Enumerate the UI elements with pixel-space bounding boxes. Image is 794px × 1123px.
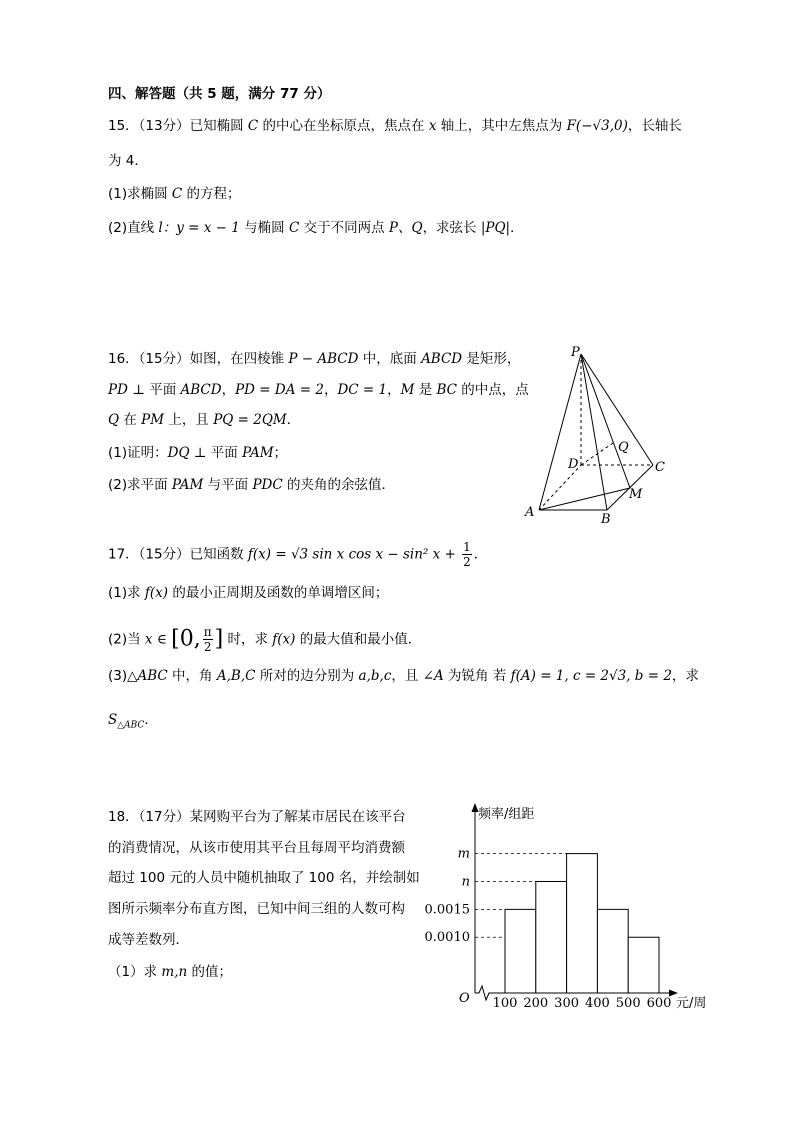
q17-line-1 [108, 540, 487, 569]
q15-text: ． [510, 220, 524, 236]
q16-text: 是 [414, 382, 437, 398]
q16-math: M [400, 382, 415, 398]
q17-math: x ∈ [144, 631, 172, 648]
q16-math: BC [436, 382, 458, 398]
label-B: B [601, 512, 611, 527]
y-tick-label: 0.0015 [424, 902, 470, 918]
q18-line-1: 18．（17分）某网购平台为了解某市居民在该平台 [108, 809, 406, 825]
q17-math: f(A) = 1, c = 2√3, b = 2 [510, 668, 672, 684]
y-tick-label: 0.0010 [424, 930, 470, 946]
q15-text: 15．（13分）已知椭圆 [108, 118, 248, 134]
q18-part-1 [108, 962, 232, 982]
label-C: C [655, 460, 665, 475]
edge-PB [581, 354, 607, 510]
x-axis-break [475, 986, 490, 1000]
axis-x: x [428, 118, 437, 134]
q16-math: ABCD [180, 382, 222, 398]
x-tick-label: 400 [584, 996, 610, 1011]
origin-label: O [459, 991, 470, 1006]
q15-text: 的方程； [182, 186, 241, 202]
q15-text: (2)直线 [108, 220, 159, 236]
q17-text: 为锐角 若 [443, 668, 511, 684]
y-tick-label: n [461, 874, 470, 890]
q16-text: 16．（15分）如图，在四棱锥 [108, 351, 289, 367]
q16-text: ， [323, 382, 338, 398]
left-focus: F(−√3,0) [566, 118, 628, 134]
frac-den: 2 [203, 640, 212, 654]
q16-text: 在 [119, 412, 142, 428]
frac-den: 2 [463, 555, 471, 569]
q16-math: PM [141, 412, 165, 428]
q15-text: (1)求椭圆 [108, 186, 172, 202]
q17-text: (1)求 [108, 585, 145, 601]
label-M: M [629, 487, 643, 502]
edge-PM [581, 354, 630, 488]
q16-text: ； [273, 445, 288, 461]
q18-text: （1）求 [108, 964, 162, 980]
q16-text: (2)求平面 [108, 477, 172, 493]
area-S: S [108, 712, 118, 728]
x-tick-label: 300 [554, 996, 580, 1011]
q16-math: PAM [171, 477, 204, 493]
q16-math: Q [108, 412, 120, 428]
q18-line-5: 成等差数列． [108, 932, 189, 948]
interval-left: [0, [171, 626, 201, 652]
line-equation: ：y = x − 1 [162, 220, 240, 236]
q17-part-1 [108, 583, 388, 603]
q16-math: PD ⊥ [108, 382, 145, 398]
q16-math: DQ ⊥ [167, 445, 207, 461]
q16-math: PAM [242, 445, 274, 461]
q15-text: 与椭圆 [239, 220, 289, 236]
line-l: l [158, 220, 163, 236]
q17-text: ． [473, 546, 488, 563]
label-D: D [568, 457, 579, 472]
histogram-bar [597, 909, 628, 993]
q18-line-4: 图所示频率分布直方图，已知中间三组的人数可构 [108, 901, 405, 917]
x-axis-label: 元/周 [676, 996, 707, 1011]
edge-AM [539, 488, 630, 510]
q16-text: 的夹角的余弦值． [282, 477, 395, 493]
q17-part-2 [108, 625, 421, 654]
q16-text: 与平面 [203, 477, 253, 493]
frac-num: π [203, 625, 212, 639]
q15-text: 交于不同两点 [299, 220, 389, 236]
ellipse-C: C [171, 186, 183, 202]
q16-text: 上，且 [164, 412, 214, 428]
q17-text: 的最大值和最小值． [295, 631, 422, 648]
q17-math: △ABC [127, 668, 168, 684]
q16-text: 的中点，点 [457, 382, 529, 398]
label-Q: Q [618, 440, 629, 455]
q16-part-1 [108, 443, 287, 463]
frac-num: 1 [463, 540, 471, 554]
vars-mn: m,n [161, 964, 188, 980]
q15-line-1 [108, 116, 682, 136]
q17-text: 所对的边分别为 [255, 668, 359, 684]
q16-text: 是矩形， [462, 351, 521, 367]
q18-line-3: 超过 100 元的人员中随机抽取了 100 名，并绘制如 [108, 870, 420, 886]
q17-math: a,b,c [358, 668, 392, 684]
q17-math: f(x) [144, 585, 169, 601]
q17-part-3 [108, 666, 699, 686]
q17-math: ∠A [422, 668, 444, 684]
points-PQ: P、Q [388, 220, 423, 236]
pyramid-figure [515, 340, 675, 530]
q15-text: ，长轴长 [627, 118, 682, 134]
q18-line-2: 的消费情况，从该市使用其平台且每周平均消费额 [108, 840, 405, 856]
q15-line-2: 为 4． [108, 153, 148, 169]
q16-text: 平面 [144, 382, 181, 398]
q16-line-3 [108, 410, 300, 430]
label-P: P [571, 345, 580, 360]
label-A: A [525, 505, 535, 520]
q17-text: (2)当 [108, 631, 145, 648]
q16-text: (1)证明： [108, 445, 168, 461]
q17-text: ，且 [391, 668, 423, 684]
pyramid-name: P − ABCD [288, 351, 359, 367]
fraction-pi-half [203, 625, 213, 654]
q16-line-2 [108, 380, 529, 400]
q17-text: 17．（15分）已知函数 [108, 546, 248, 563]
histogram-bar [628, 937, 659, 993]
edge-DQ-hidden [581, 443, 613, 465]
q15-part-1 [108, 184, 241, 204]
chord-PQ: |PQ| [480, 220, 511, 236]
q16-math: PQ = 2QM [213, 412, 287, 428]
x-tick-label: 500 [615, 996, 641, 1011]
q17-text: 中，角 [167, 668, 217, 684]
q16-math: PDC [252, 477, 283, 493]
area-subscript: △ABC [117, 720, 145, 731]
ellipse-C: C [288, 220, 300, 236]
q16-math: DC = 1 [337, 382, 388, 398]
q17-text: 的最小正周期及函数的单调增区间； [168, 585, 389, 601]
x-tick-label: 200 [523, 996, 549, 1011]
y-tick-label: m [457, 846, 470, 862]
ellipse-C: C [247, 118, 259, 134]
histogram-bar [505, 909, 536, 993]
q16-text: 平面 [206, 445, 243, 461]
histogram-bar [536, 881, 567, 993]
q17-text: ，求 [671, 668, 699, 684]
frequency-histogram [420, 795, 720, 1020]
q16-part-2 [108, 475, 395, 495]
q18-text: 的值； [187, 964, 232, 980]
function-fx: f(x) = √3 sin x cos x − sin² x + [247, 546, 461, 563]
q17-math: A,B,C [216, 668, 256, 684]
q16-text: ， [387, 382, 401, 398]
q15-text: 的中心在坐标原点，焦点在 [258, 118, 429, 134]
q16-math: PD = DA = 2 [235, 382, 324, 398]
q17-text: (3) [108, 668, 128, 684]
q16-line-1 [108, 349, 520, 369]
q17-part-3-cont [108, 710, 158, 736]
section-heading: 四、解答题（共 5 题，满分 77 分） [108, 86, 331, 102]
q15-text: ，求弦长 [422, 220, 481, 236]
x-tick-label: 100 [492, 996, 518, 1011]
edge-PA [539, 354, 581, 510]
q17-text: 时，求 [223, 631, 273, 648]
q17-math: f(x) [272, 631, 296, 648]
q15-part-2 [108, 218, 524, 238]
base-name: ABCD [421, 351, 463, 367]
q15-text: 轴上，其中左焦点为 [436, 118, 567, 134]
edge-PC [581, 354, 653, 465]
q17-text: ． [144, 712, 158, 728]
q16-text: ， [221, 382, 236, 398]
interval-right: ] [214, 626, 224, 652]
y-axis-label: 频率/组距 [478, 807, 535, 822]
q16-text: 中，底面 [358, 351, 422, 367]
fraction-one-half [462, 540, 472, 569]
q16-text: ． [286, 412, 301, 428]
histogram-bar [567, 854, 598, 993]
x-tick-label: 600 [646, 996, 672, 1011]
